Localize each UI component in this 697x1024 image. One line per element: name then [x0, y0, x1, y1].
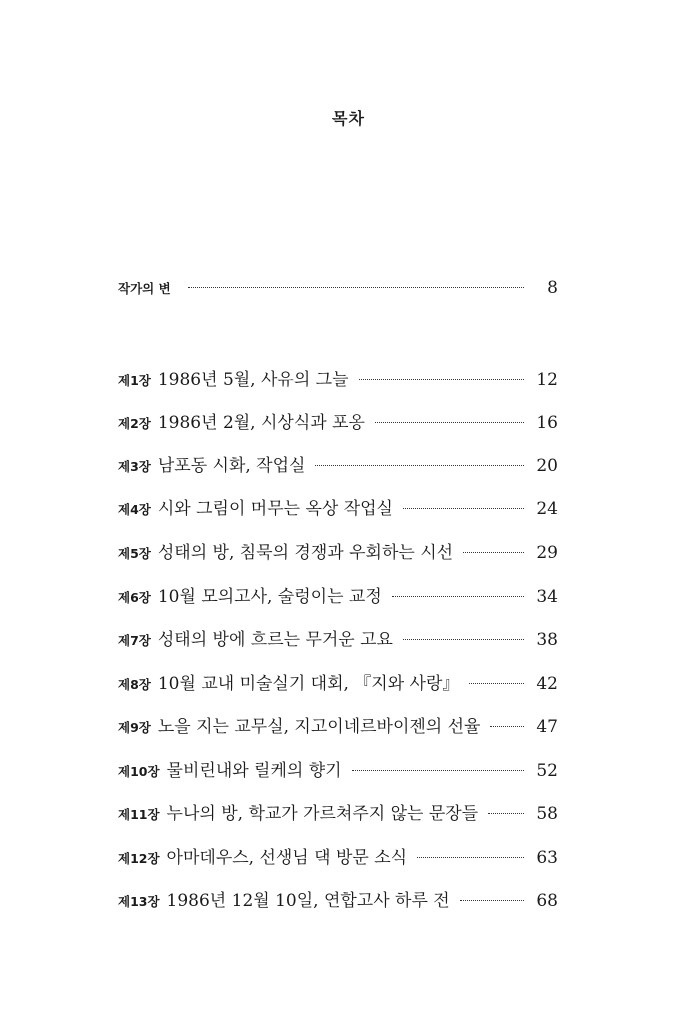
toc-entry-chapter-13[interactable]	[118, 886, 558, 912]
chapter-label: 제11장	[118, 807, 160, 822]
dot-leader	[417, 857, 524, 858]
chapter-page-number: 47	[536, 717, 558, 737]
chapter-title: 10월 교내 미술실기 대회, 『지와 사랑』	[157, 674, 460, 694]
chapter-label: 제10장	[118, 764, 160, 779]
dot-leader	[375, 422, 524, 423]
toc-entry-chapter-6[interactable]	[118, 582, 558, 608]
chapter-label: 제7장	[118, 633, 151, 648]
toc-entry-chapter-10[interactable]	[118, 756, 558, 782]
dot-leader	[392, 596, 524, 597]
chapter-label: 제8장	[118, 677, 151, 692]
chapter-page-number: 34	[536, 587, 558, 607]
chapter-label: 제12장	[118, 851, 160, 866]
dot-leader	[315, 465, 524, 466]
toc-entry-preface[interactable]	[118, 278, 558, 304]
chapter-label: 제1장	[118, 373, 151, 388]
chapter-title: 시와 그림이 머무는 옥상 작업실	[157, 499, 393, 519]
chapter-title: 누나의 방, 학교가 가르쳐주지 않는 문장들	[166, 804, 479, 824]
chapter-title: 노을 지는 교무실, 지고이네르바이젠의 선율	[157, 717, 481, 737]
toc-entry-chapter-8[interactable]	[118, 669, 558, 695]
chapter-page-number: 29	[536, 543, 558, 563]
chapter-title: 10월 모의고사, 술렁이는 교정	[157, 587, 382, 607]
chapter-page-number: 63	[536, 848, 558, 868]
chapter-page-number: 24	[536, 499, 558, 519]
toc-entry-chapter-2[interactable]	[118, 408, 558, 434]
dot-leader	[359, 379, 524, 380]
toc-entry-chapter-7[interactable]	[118, 625, 558, 651]
chapter-title: 성태의 방에 흐르는 무거운 고요	[157, 630, 393, 650]
chapter-title: 1986년 5월, 사유의 그늘	[157, 370, 349, 390]
chapter-page-number: 16	[536, 413, 558, 433]
chapter-page-number: 58	[536, 804, 558, 824]
chapter-title: 1986년 2월, 시상식과 포옹	[157, 413, 365, 433]
chapter-page-number: 68	[536, 891, 558, 911]
dot-leader	[469, 683, 524, 684]
toc-entry-chapter-3[interactable]	[118, 451, 558, 477]
chapter-page-number: 12	[536, 370, 558, 390]
chapter-title: 남포동 시화, 작업실	[157, 456, 306, 476]
chapter-label: 제6장	[118, 590, 151, 605]
dot-leader	[403, 639, 524, 640]
preface-label: 작가의 변	[118, 281, 171, 296]
preface-page-number: 8	[547, 278, 558, 298]
chapter-label: 제9장	[118, 720, 151, 735]
chapter-label: 제13장	[118, 894, 160, 909]
chapter-label: 제5장	[118, 546, 151, 561]
dot-leader	[188, 287, 524, 288]
dot-leader	[403, 508, 524, 509]
chapter-page-number: 52	[536, 761, 558, 781]
chapter-title: 성태의 방, 침묵의 경쟁과 우회하는 시선	[157, 543, 454, 563]
dot-leader	[352, 770, 524, 771]
dot-leader	[490, 726, 524, 727]
chapter-label: 제3장	[118, 459, 151, 474]
chapter-title: 아마데우스, 선생님 댁 방문 소식	[166, 848, 408, 868]
dot-leader	[460, 900, 524, 901]
toc-title: 목차	[332, 109, 365, 128]
dot-leader	[463, 552, 524, 553]
toc-entry-chapter-1[interactable]	[118, 365, 558, 391]
chapter-page-number: 42	[536, 674, 558, 694]
toc-entry-chapter-5[interactable]	[118, 538, 558, 564]
toc-entry-chapter-4[interactable]	[118, 494, 558, 520]
dot-leader	[488, 813, 524, 814]
chapter-page-number: 38	[536, 630, 558, 650]
toc-entry-chapter-9[interactable]	[118, 712, 558, 738]
chapter-title: 1986년 12월 10일, 연합고사 하루 전	[166, 891, 450, 911]
toc-entry-chapter-11[interactable]	[118, 799, 558, 825]
toc-entry-chapter-12[interactable]	[118, 843, 558, 869]
chapter-label: 제4장	[118, 502, 151, 517]
chapter-title: 물비린내와 릴케의 향기	[166, 761, 342, 781]
chapter-page-number: 20	[536, 456, 558, 476]
chapter-label: 제2장	[118, 416, 151, 431]
